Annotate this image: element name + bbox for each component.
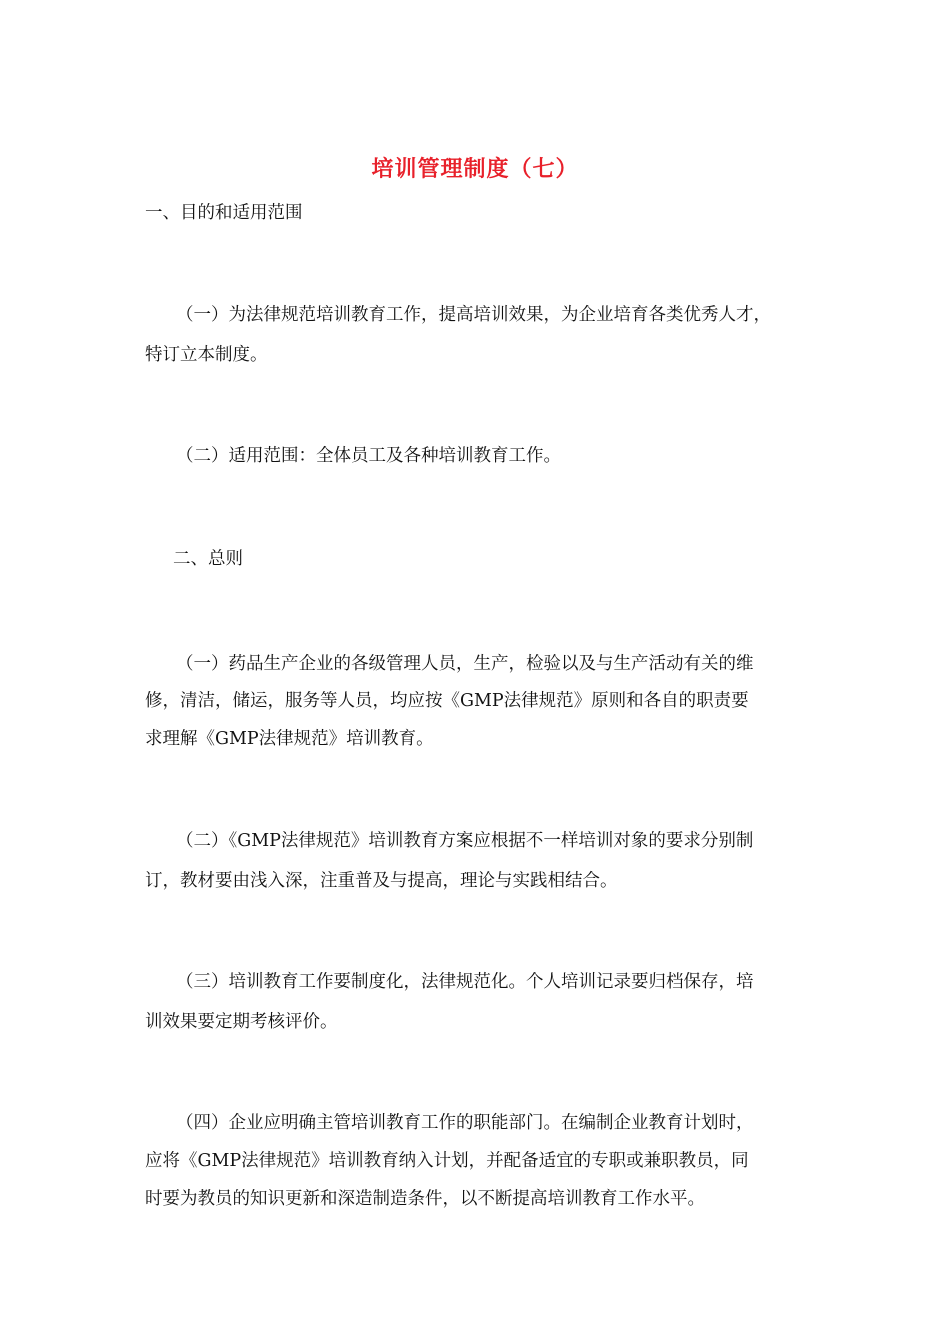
paragraph-line: 时要为教员的知识更新和深造制造条件，以不断提高培训教育工作水平。 bbox=[145, 1189, 705, 1209]
paragraph-line: （二）适用范围：全体员工及各种培训教育工作。 bbox=[176, 446, 561, 466]
section-heading-general-rules: 二、总则 bbox=[173, 549, 243, 569]
paragraph-line: （四）企业应明确主管培训教育工作的职能部门。在编制企业教育计划时， bbox=[176, 1113, 754, 1133]
paragraph-line: 求理解《GMP法律规范》培训教育。 bbox=[145, 729, 434, 749]
paragraph-line: （一）药品生产企业的各级管理人员，生产，检验以及与生产活动有关的维 bbox=[176, 654, 754, 674]
paragraph-line: （三）培训教育工作要制度化，法律规范化。个人培训记录要归档保存，培 bbox=[176, 972, 754, 992]
paragraph-line: （一）为法律规范培训教育工作，提高培训效果，为企业培育各类优秀人才， bbox=[176, 305, 771, 325]
paragraph-line: （二）《GMP法律规范》培训教育方案应根据不一样培训对象的要求分别制 bbox=[176, 831, 754, 851]
section-heading-purpose-scope: 一、目的和适用范围 bbox=[145, 203, 303, 223]
paragraph-line: 订，教材要由浅入深，注重普及与提高，理论与实践相结合。 bbox=[145, 871, 618, 891]
document-title: 培训管理制度（七） bbox=[371, 156, 579, 182]
paragraph-line: 修，清洁，储运，服务等人员，均应按《GMP法律规范》原则和各自的职责要 bbox=[145, 691, 749, 711]
paragraph-line: 训效果要定期考核评价。 bbox=[145, 1012, 338, 1032]
paragraph-line: 应将《GMP法律规范》培训教育纳入计划，并配备适宜的专职或兼职教员，同 bbox=[145, 1151, 749, 1171]
paragraph-line: 特订立本制度。 bbox=[145, 345, 268, 365]
